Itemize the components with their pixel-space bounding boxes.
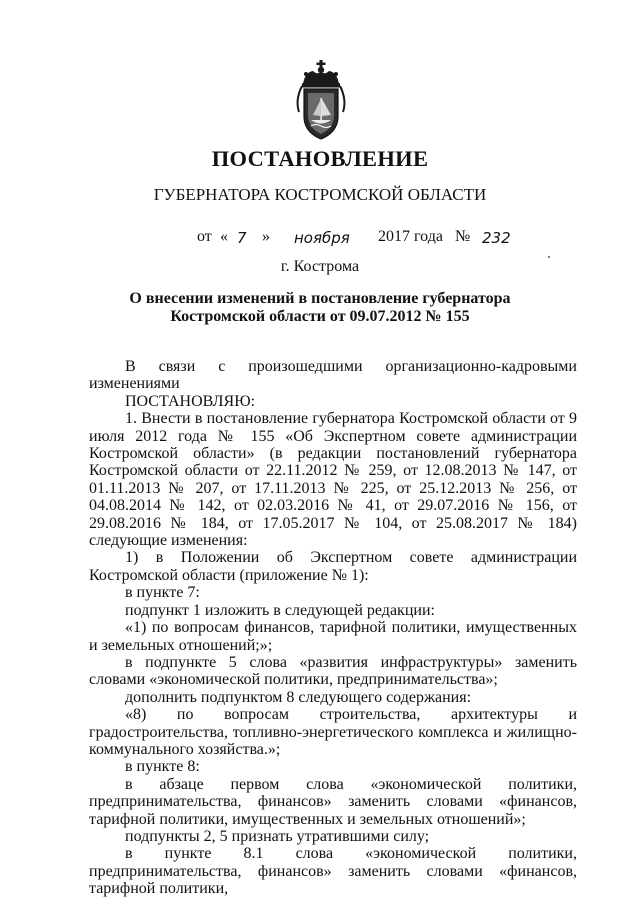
date-month: ноября xyxy=(294,229,350,247)
date-open-quote: « xyxy=(220,228,228,245)
body-paragraph: в подпункте 5 слова «развития инфраструктуры» заменить словами «экономической политики, предпринимательства»; xyxy=(89,653,577,689)
body-paragraph: подпункт 1 изложить в следующей редакции: xyxy=(125,601,435,619)
body-paragraph: подпункты 2, 5 признать утратившими силу; xyxy=(125,827,430,845)
coat-of-arms-icon xyxy=(293,60,349,142)
date-line xyxy=(0,228,640,252)
city-line: г. Кострома xyxy=(280,258,360,275)
body-paragraph: 1. Внести в постановление губернатора Костромской области от 9 июля 2012 года № 155 «Об Экспертном совете администрации Костромской области» (в редакции постановлений губернатора Костромской области от 22.11.2012 № 259, от 12.08.2013 № 147, от 01.11.2013 № 207, от 17.11.2013 № 225, от 25.12.2013 № 256, от 04.08.2014 № 142, от 02.03.2016 № 41, от 29.07.2016 № 156, от 29.08.2016 № 184, от 17.05.2017 № 104, от 25.08.2017 № 184) следующие изменения: xyxy=(89,410,577,550)
body-paragraph: 1) в Положении об Экспертном совете администрации Костромской области (приложение № 1): xyxy=(89,549,577,584)
body-paragraph: в абзаце первом слова «экономической политики, предпринимательства, финансов» заменить словами «финансов, тарифной политики, имущественных и земельных отношений»; xyxy=(89,775,577,828)
body-paragraph: «1) по вопросам финансов, тарифной политики, имущественных и земельных отношений;»; xyxy=(89,619,577,654)
date-year: 2017 года xyxy=(378,228,443,245)
document-number: 232 xyxy=(482,229,511,247)
document-body xyxy=(89,358,577,898)
body-paragraph: в пункте 7: xyxy=(125,584,200,602)
document-heading xyxy=(0,290,640,326)
heading-line-1: О внесении изменений в постановление губернатора xyxy=(129,290,511,307)
body-paragraph: ПОСТАНОВЛЯЮ: xyxy=(125,392,256,410)
date-close-quote: » xyxy=(262,228,270,245)
body-paragraph: дополнить подпунктом 8 следующего содержания: xyxy=(125,688,472,706)
body-paragraph: «8) по вопросам строительства, архитектуры и градостроительства, топливно-энергетического комплекса и жилищно-коммунального хозяйства.»; xyxy=(89,706,577,758)
heading-line-2: Костромской области от 09.07.2012 № 155 xyxy=(170,308,470,325)
body-paragraph: В связи с произошедшими организационно-кадровыми изменениями xyxy=(89,358,577,393)
date-day: 7 xyxy=(237,229,247,247)
number-sign: № xyxy=(455,228,471,245)
body-paragraph: в пункте 8.1 слова «экономической политики, предпринимательства, финансов» заменить словами «финансов, тарифной политики, xyxy=(89,845,577,898)
document-subtitle: ГУБЕРНАТОРА КОСТРОМСКОЙ ОБЛАСТИ xyxy=(153,185,487,204)
body-paragraph: в пункте 8: xyxy=(125,758,200,776)
date-prefix: от xyxy=(197,228,212,245)
document-title: ПОСТАНОВЛЕНИЕ xyxy=(211,146,429,171)
